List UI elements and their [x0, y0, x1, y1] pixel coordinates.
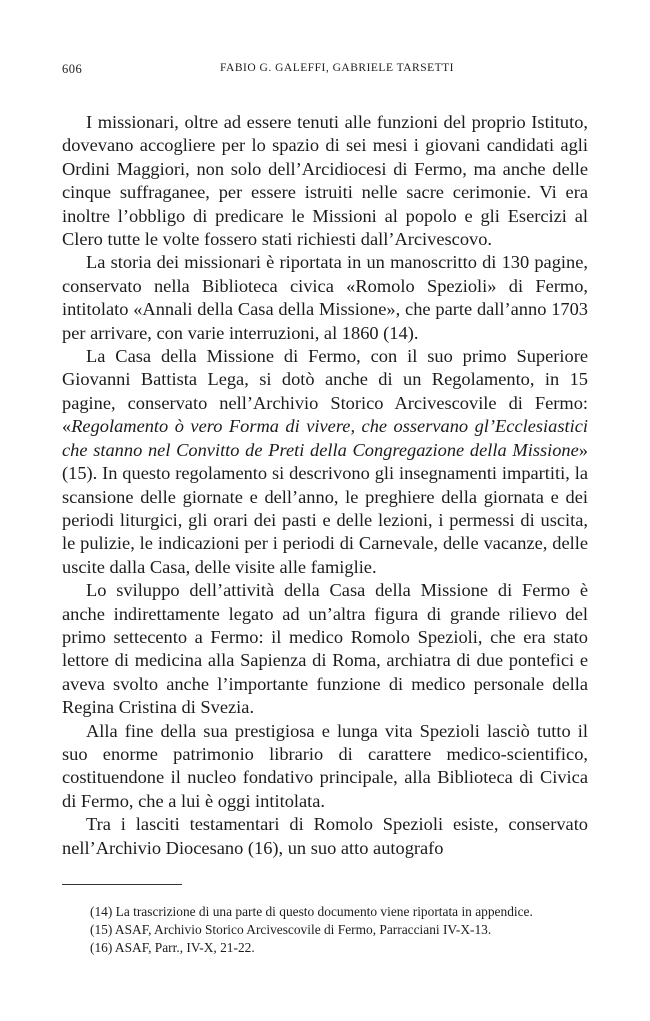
footnote-16: (16) ASAF, Parr., IV-X, 21-22. — [90, 940, 255, 956]
footnote-separator — [62, 884, 182, 885]
paragraph-1: I missionari, oltre ad essere tenuti alle funzioni del proprio Istituto, dovevano accogliere per lo spazio di sei mesi i giovani candidati agli Ordini Maggiori, non solo dell’Arcidiocesi di Fermo, ma anche delle cinque suffraganee, per essere istruiti nelle sacre cerimonie. Vi era inoltre l’obbligo di predicare le Missioni al popolo e gli Esercizi al Clero tutte le volte fossero stati richiesti dall’Arcivescovo. — [62, 112, 588, 250]
paragraph-5: Alla fine della sua prestigiosa e lunga vita Spezioli lasciò tutto il suo enorme patrimonio librario di carattere medico-scientifico, costituendone il nucleo fondativo principale, alla Biblioteca di Civica di Fermo, che a lui è oggi intitolata. — [62, 720, 588, 811]
paragraph-6: Tra i lasciti testamentari di Romolo Spezioli esiste, conservato nell’Archivio Diocesano (16), un suo atto autografo — [62, 814, 588, 858]
paragraph-2: La storia dei missionari è riportata in un manoscritto di 130 pagine, conservato nella Biblioteca civica «Romolo Spezioli» di Fermo, intitolato «Annali della Casa della Missione», che parte dall’anno 1703 per arrivare, con varie interruzioni, al 1860 (14). — [62, 252, 588, 343]
paragraph-3-text-a: La Casa della Missione di Fermo, con il suo primo Superiore Giovanni Battista Lega, si dotò anche di un Regolamento, in 15 pagine, conservato nell’Archivio Storico Arcivescovile di Fermo: « — [62, 346, 588, 437]
regolamento-title: Regolamento ò vero Forma di vivere, che osservano gl’Ecclesiastici che stanno nel Convitto de Preti della Congregazione della Missione — [62, 416, 588, 460]
footnotes — [62, 903, 588, 958]
page-header — [62, 62, 582, 82]
running-head: FABIO G. GALEFFI, GABRIELE TARSETTI — [220, 62, 455, 74]
paragraph-4: Lo sviluppo dell’attività della Casa della Missione di Fermo è anche indirettamente legato ad un’altra figura di grande rilievo del primo settecento a Fermo: il medico Romolo Spezioli, che era stato lettore di medicina alla Sapienza di Roma, archiatra di due pontefici e aveva svolto anche l’importante funzione di medico personale della Regina Cristina di Svezia. — [62, 580, 588, 718]
paragraph-3 — [62, 345, 588, 579]
body-text — [62, 111, 588, 860]
page-number: 606 — [62, 62, 83, 76]
footnote-15: (15) ASAF, Archivio Storico Arcivescovile di Fermo, Parracciani IV-X-13. — [90, 922, 492, 938]
footnote-14: (14) La trascrizione di una parte di questo documento viene riportata in appendice. — [90, 904, 533, 919]
paragraph-3-text-b: » (15). In questo regolamento si descrivono gli insegnamenti impartiti, la scansione delle giornate e dell’anno, le preghiere della giornata e dei periodi liturgici, gli orari dei pasti e delle lezioni, i permessi di uscita, le pulizie, le indicazioni per i periodi di Carnevale, delle vacanze, delle uscite dalla Casa, delle visite alle famiglie. — [62, 439, 588, 577]
